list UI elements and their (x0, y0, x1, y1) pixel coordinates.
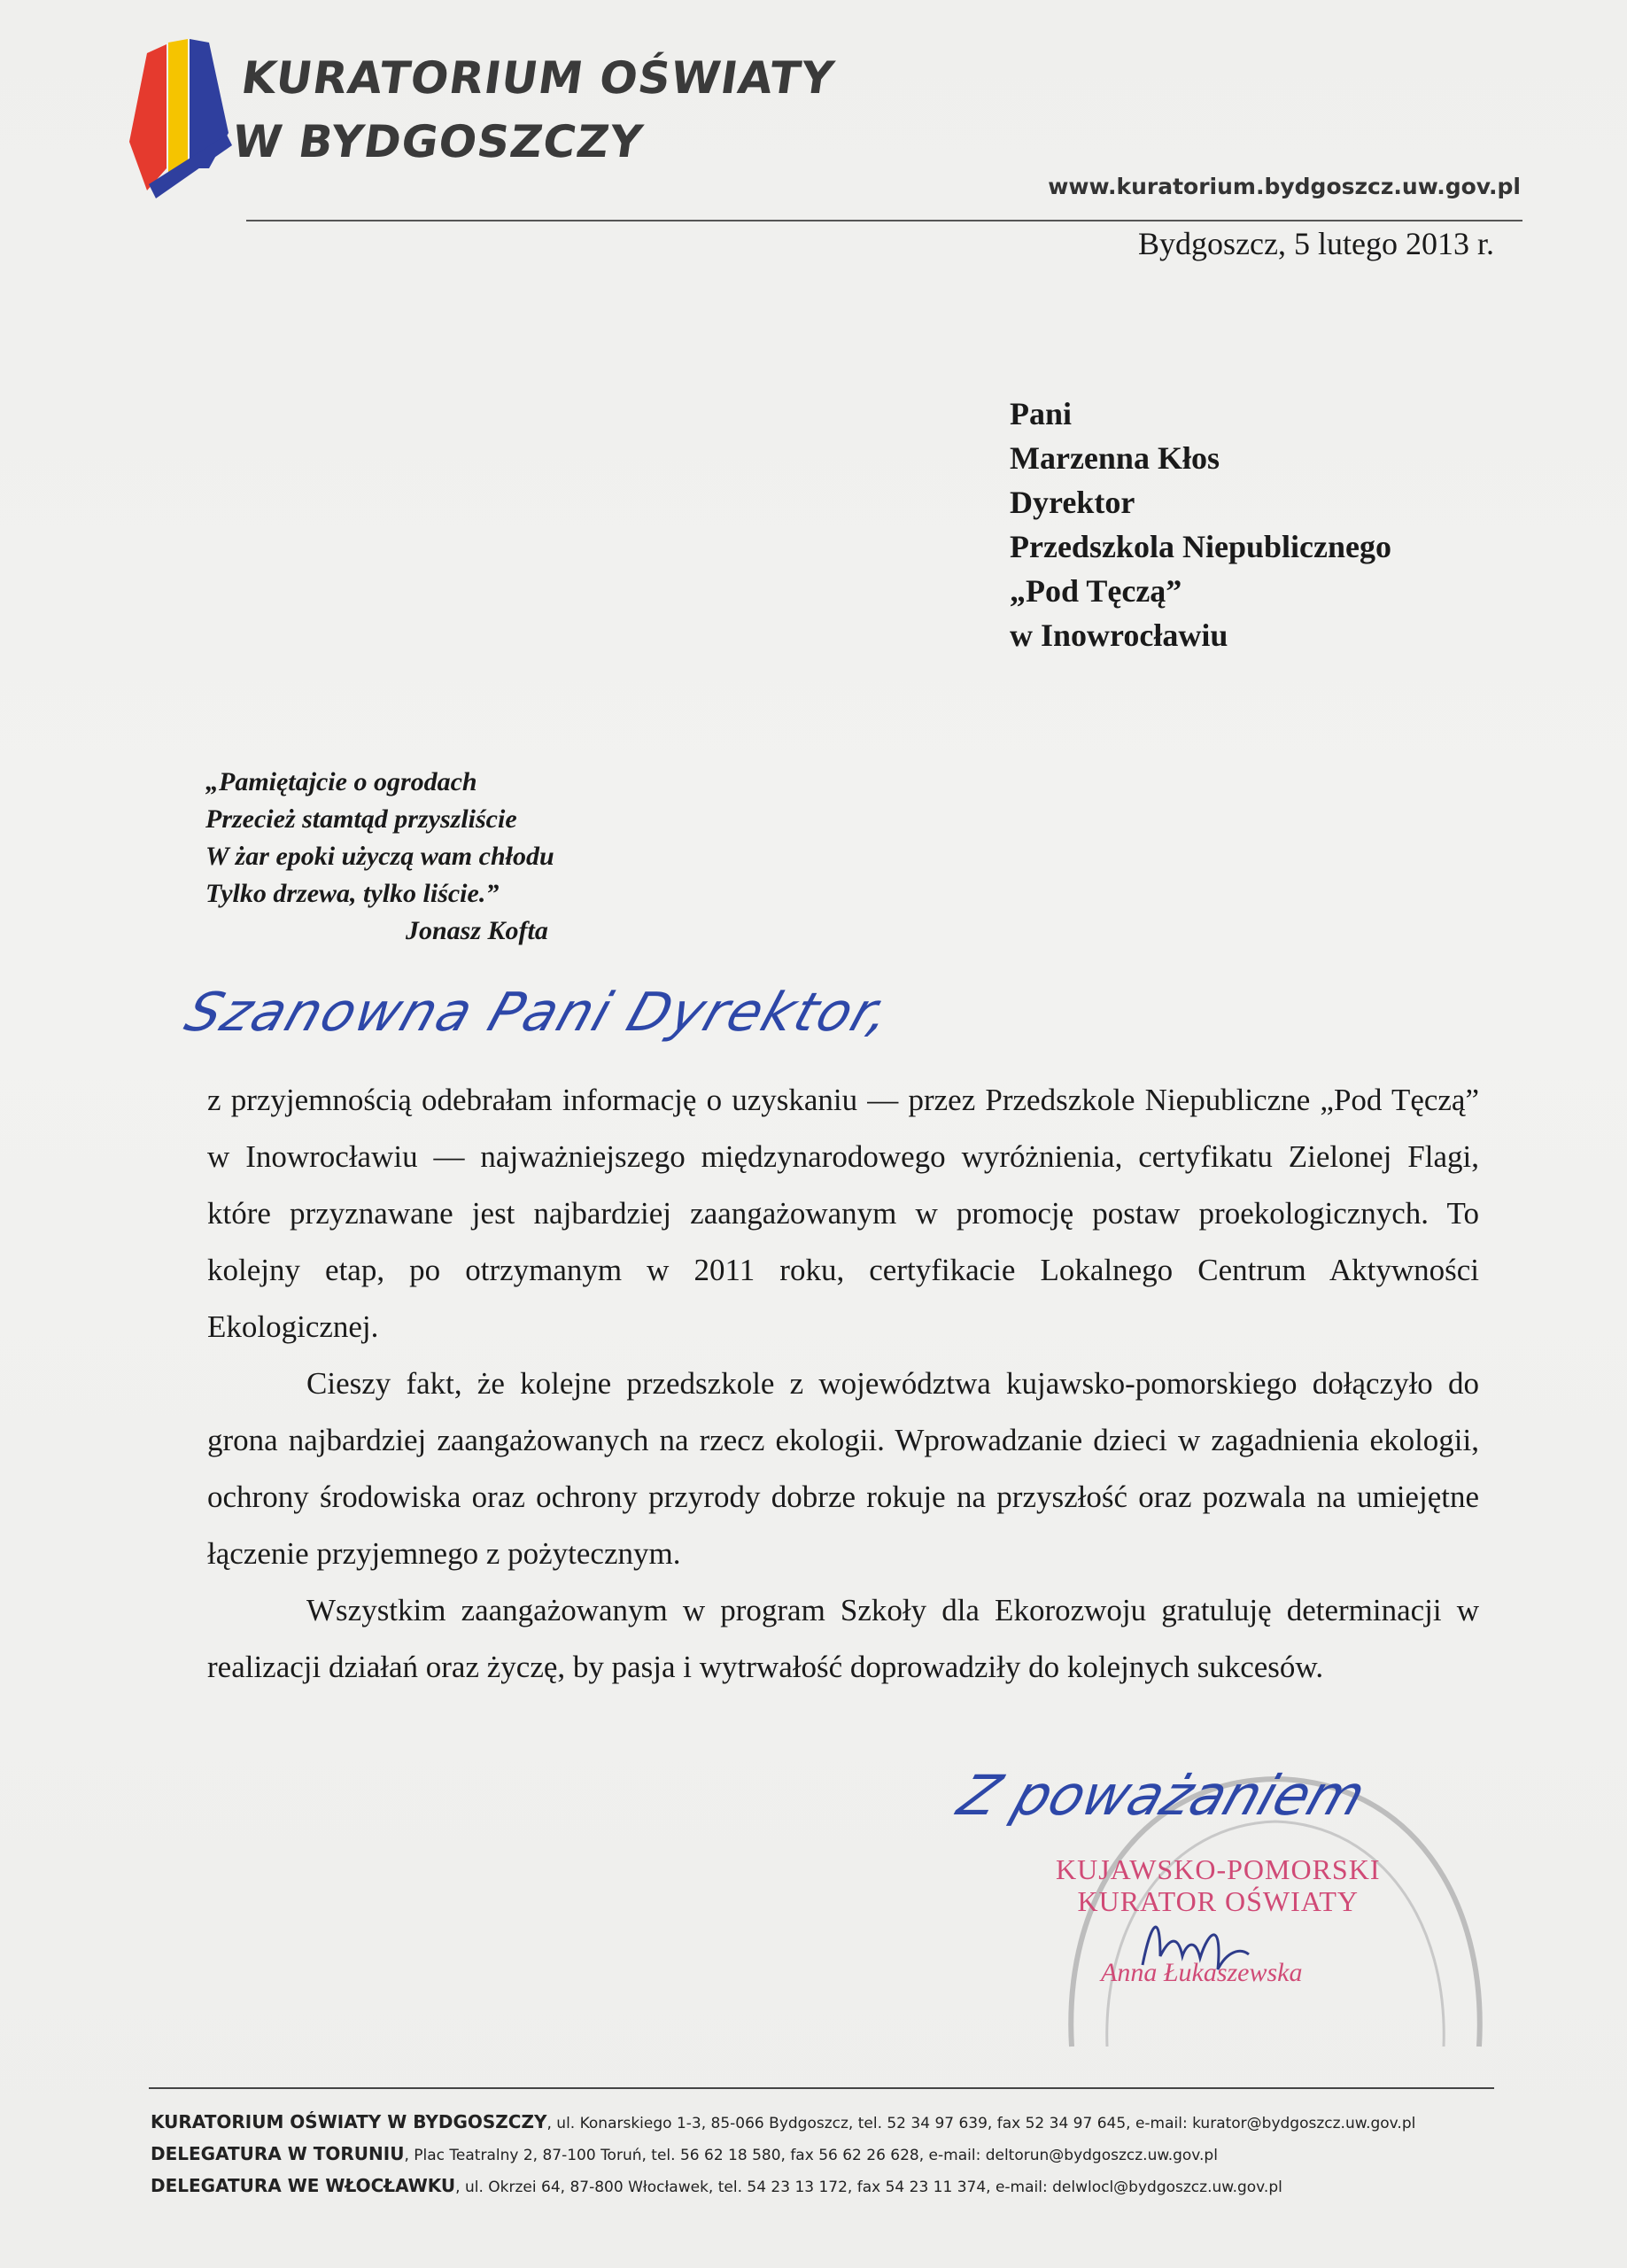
letter-date: Bydgoszcz, 5 lutego 2013 r. (1138, 226, 1494, 261)
header-divider (246, 220, 1522, 221)
addressee-block (1010, 392, 1391, 657)
footer-office-details: , ul. Okrzei 64, 87-800 Włocławek, tel. 54 23 13 172, fax 54 23 11 374, e-mail: delwlocl@bydgoszcz.uw.gov.pl (455, 2179, 1282, 2196)
epigraph-quote (205, 764, 554, 950)
footer-line (151, 2107, 1415, 2139)
addressee-line: w Inowrocławiu (1010, 617, 1228, 653)
footer-office-name: DELEGATURA WE WŁOCŁAWKU (151, 2175, 456, 2196)
letter-body (207, 1072, 1479, 1696)
logo-line-2: W BYDGOSZCZY (229, 116, 647, 167)
quote-line: W żar epoki użyczą wam chłodu (205, 842, 554, 871)
body-paragraph: Cieszy fakt, że kolejne przedszkole z województwa kujawsko-pomorskiego dołączyło do grona najbardziej zaangażowanych na rzecz ekologii. Wprowadzanie dzieci w zagadnienia ekologii, ochrony środowiska oraz ochrony przyrody dobrze rokuje na przyszłość oraz pozwala na umiejętne łączenie przyjemnego z pożytecznym. (207, 1366, 1479, 1571)
quote-line: Przecież stamtąd przyszliście (205, 804, 517, 834)
body-paragraph: z przyjemnością odebrałam informację o uzyskaniu — przez Przedszkole Niepubliczne „Pod Tęczą” w Inowrocławiu — najważniejszego międzynarodowego wyróżnienia, certyfikatu Zielonej Flagi, które przyznawane jest najbardziej zaangażowanym w promocję postaw proekologicznych. To kolejny etap, po otrzymanym w 2011 roku, certyfikacie Lokalnego Centrum Aktywności Ekologicznej. (207, 1083, 1479, 1344)
addressee-line: „Pod Tęczą” (1010, 573, 1182, 609)
footer-office-name: KURATORIUM OŚWIATY W BYDGOSZCZY (151, 2111, 547, 2132)
footer-divider (149, 2087, 1494, 2089)
footer-line (151, 2171, 1415, 2202)
stamp-name: Anna Łukaszewska (1101, 1958, 1303, 1987)
quote-line: Tylko drzewa, tylko liście.” (205, 879, 500, 908)
handwritten-closing: Z poważaniem (950, 1763, 1374, 1828)
handwritten-salutation: Szanowna Pani Dyrektor, (177, 982, 901, 1044)
logo-line-1: KURATORIUM OŚWIATY (237, 52, 838, 104)
footer-contacts (151, 2107, 1415, 2202)
quote-author: Jonasz Kofta (406, 916, 548, 945)
body-paragraph: Wszystkim zaangażowanym w program Szkoły dla Ekorozwoju gratuluję determinacji w realizacji działań oraz życzę, by pasja i wytrwałość doprowadziły do kolejnych sukcesów. (207, 1593, 1479, 1684)
footer-office-details: , Plac Teatralny 2, 87-100 Toruń, tel. 56 62 18 580, fax 56 62 26 628, e-mail: deltorun@bydgoszcz.uw.gov.pl (404, 2147, 1218, 2164)
book-logo-icon (113, 35, 246, 204)
stamp-line-1: KUJAWSKO-POMORSKI (1056, 1853, 1381, 1885)
addressee-line: Pani (1010, 396, 1073, 431)
footer-office-details: , ul. Konarskiego 1-3, 85-066 Bydgoszcz, tel. 52 34 97 639, fax 52 34 97 645, e-mail: kurator@bydgoszcz.uw.gov.pl (546, 2115, 1416, 2132)
addressee-line: Dyrektor (1010, 485, 1135, 520)
stamp-line-2: KURATOR OŚWIATY (1077, 1885, 1359, 1917)
quote-line: „Pamiętajcie o ogrodach (205, 767, 477, 796)
footer-office-name: DELEGATURA W TORUNIU (151, 2143, 405, 2164)
institution-logo-text (229, 46, 838, 174)
addressee-line: Przedszkola Niepublicznego (1010, 529, 1391, 564)
addressee-line: Marzenna Kłos (1010, 440, 1220, 476)
website-url: www.kuratorium.bydgoszcz.uw.gov.pl (1048, 174, 1521, 199)
footer-line (151, 2139, 1415, 2171)
